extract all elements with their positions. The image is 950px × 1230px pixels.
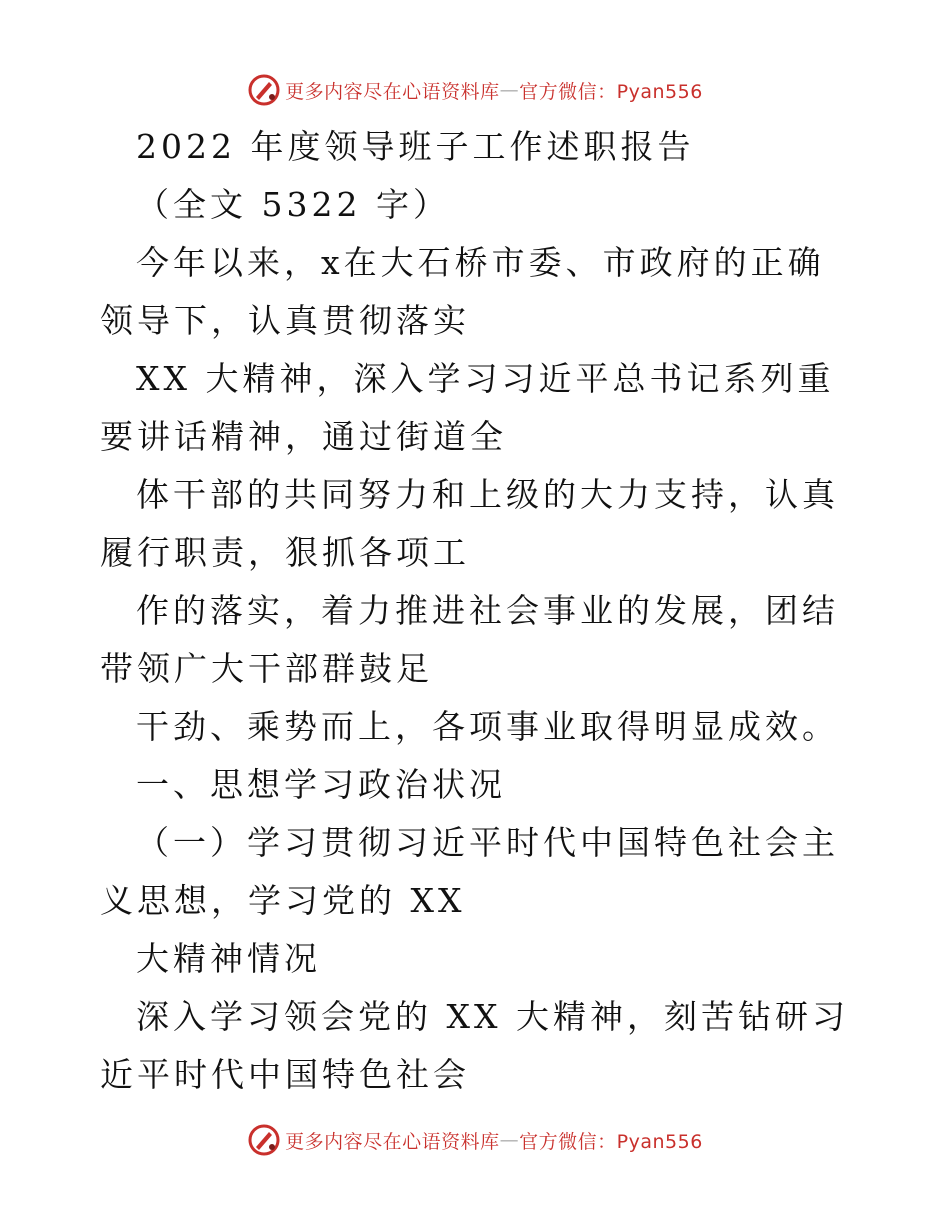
footer-watermark: [0, 1120, 950, 1160]
document-title: 2022 年度领导班子工作述职报告: [136, 127, 695, 166]
document-subtitle: （全文 5322 字）: [136, 185, 450, 224]
watermark-wechat: 官方微信：Pyan556: [519, 1130, 703, 1153]
paragraph: 深入学习领会党的 XX 大精神，刻苦钻研习近平时代中国特色社会: [100, 997, 849, 1094]
paragraph: 今年以来，x在大石桥市委、市政府的正确领导下，认真贯彻落实: [100, 243, 825, 340]
watermark-text: 更多内容尽在心语资料库: [285, 80, 500, 103]
document-body: [100, 118, 860, 1104]
logo-icon: [247, 1123, 281, 1157]
logo-icon: [247, 73, 281, 107]
watermark-separator: —: [499, 1129, 520, 1151]
paragraph: 体干部的共同努力和上级的大力支持，认真履行职责，狠抓各项工: [100, 475, 839, 572]
watermark-text: 更多内容尽在心语资料库: [285, 1130, 500, 1153]
header-watermark: [0, 70, 950, 110]
paragraph: XX 大精神，深入学习习近平总书记系列重要讲话精神，通过街道全: [100, 359, 835, 456]
subsection-heading: （一）学习贯彻习近平时代中国特色社会主义思想，学习党的 XX: [100, 823, 839, 920]
section-heading: 一、思想学习政治状况: [136, 765, 506, 804]
paragraph: 大精神情况: [136, 939, 321, 978]
paragraph: 干劲、乘势而上，各项事业取得明显成效。: [136, 707, 839, 746]
paragraph: 作的落实，着力推进社会事业的发展，团结带领广大干部群鼓足: [100, 591, 839, 688]
watermark-separator: —: [499, 79, 520, 101]
watermark-wechat: 官方微信：Pyan556: [519, 80, 703, 103]
